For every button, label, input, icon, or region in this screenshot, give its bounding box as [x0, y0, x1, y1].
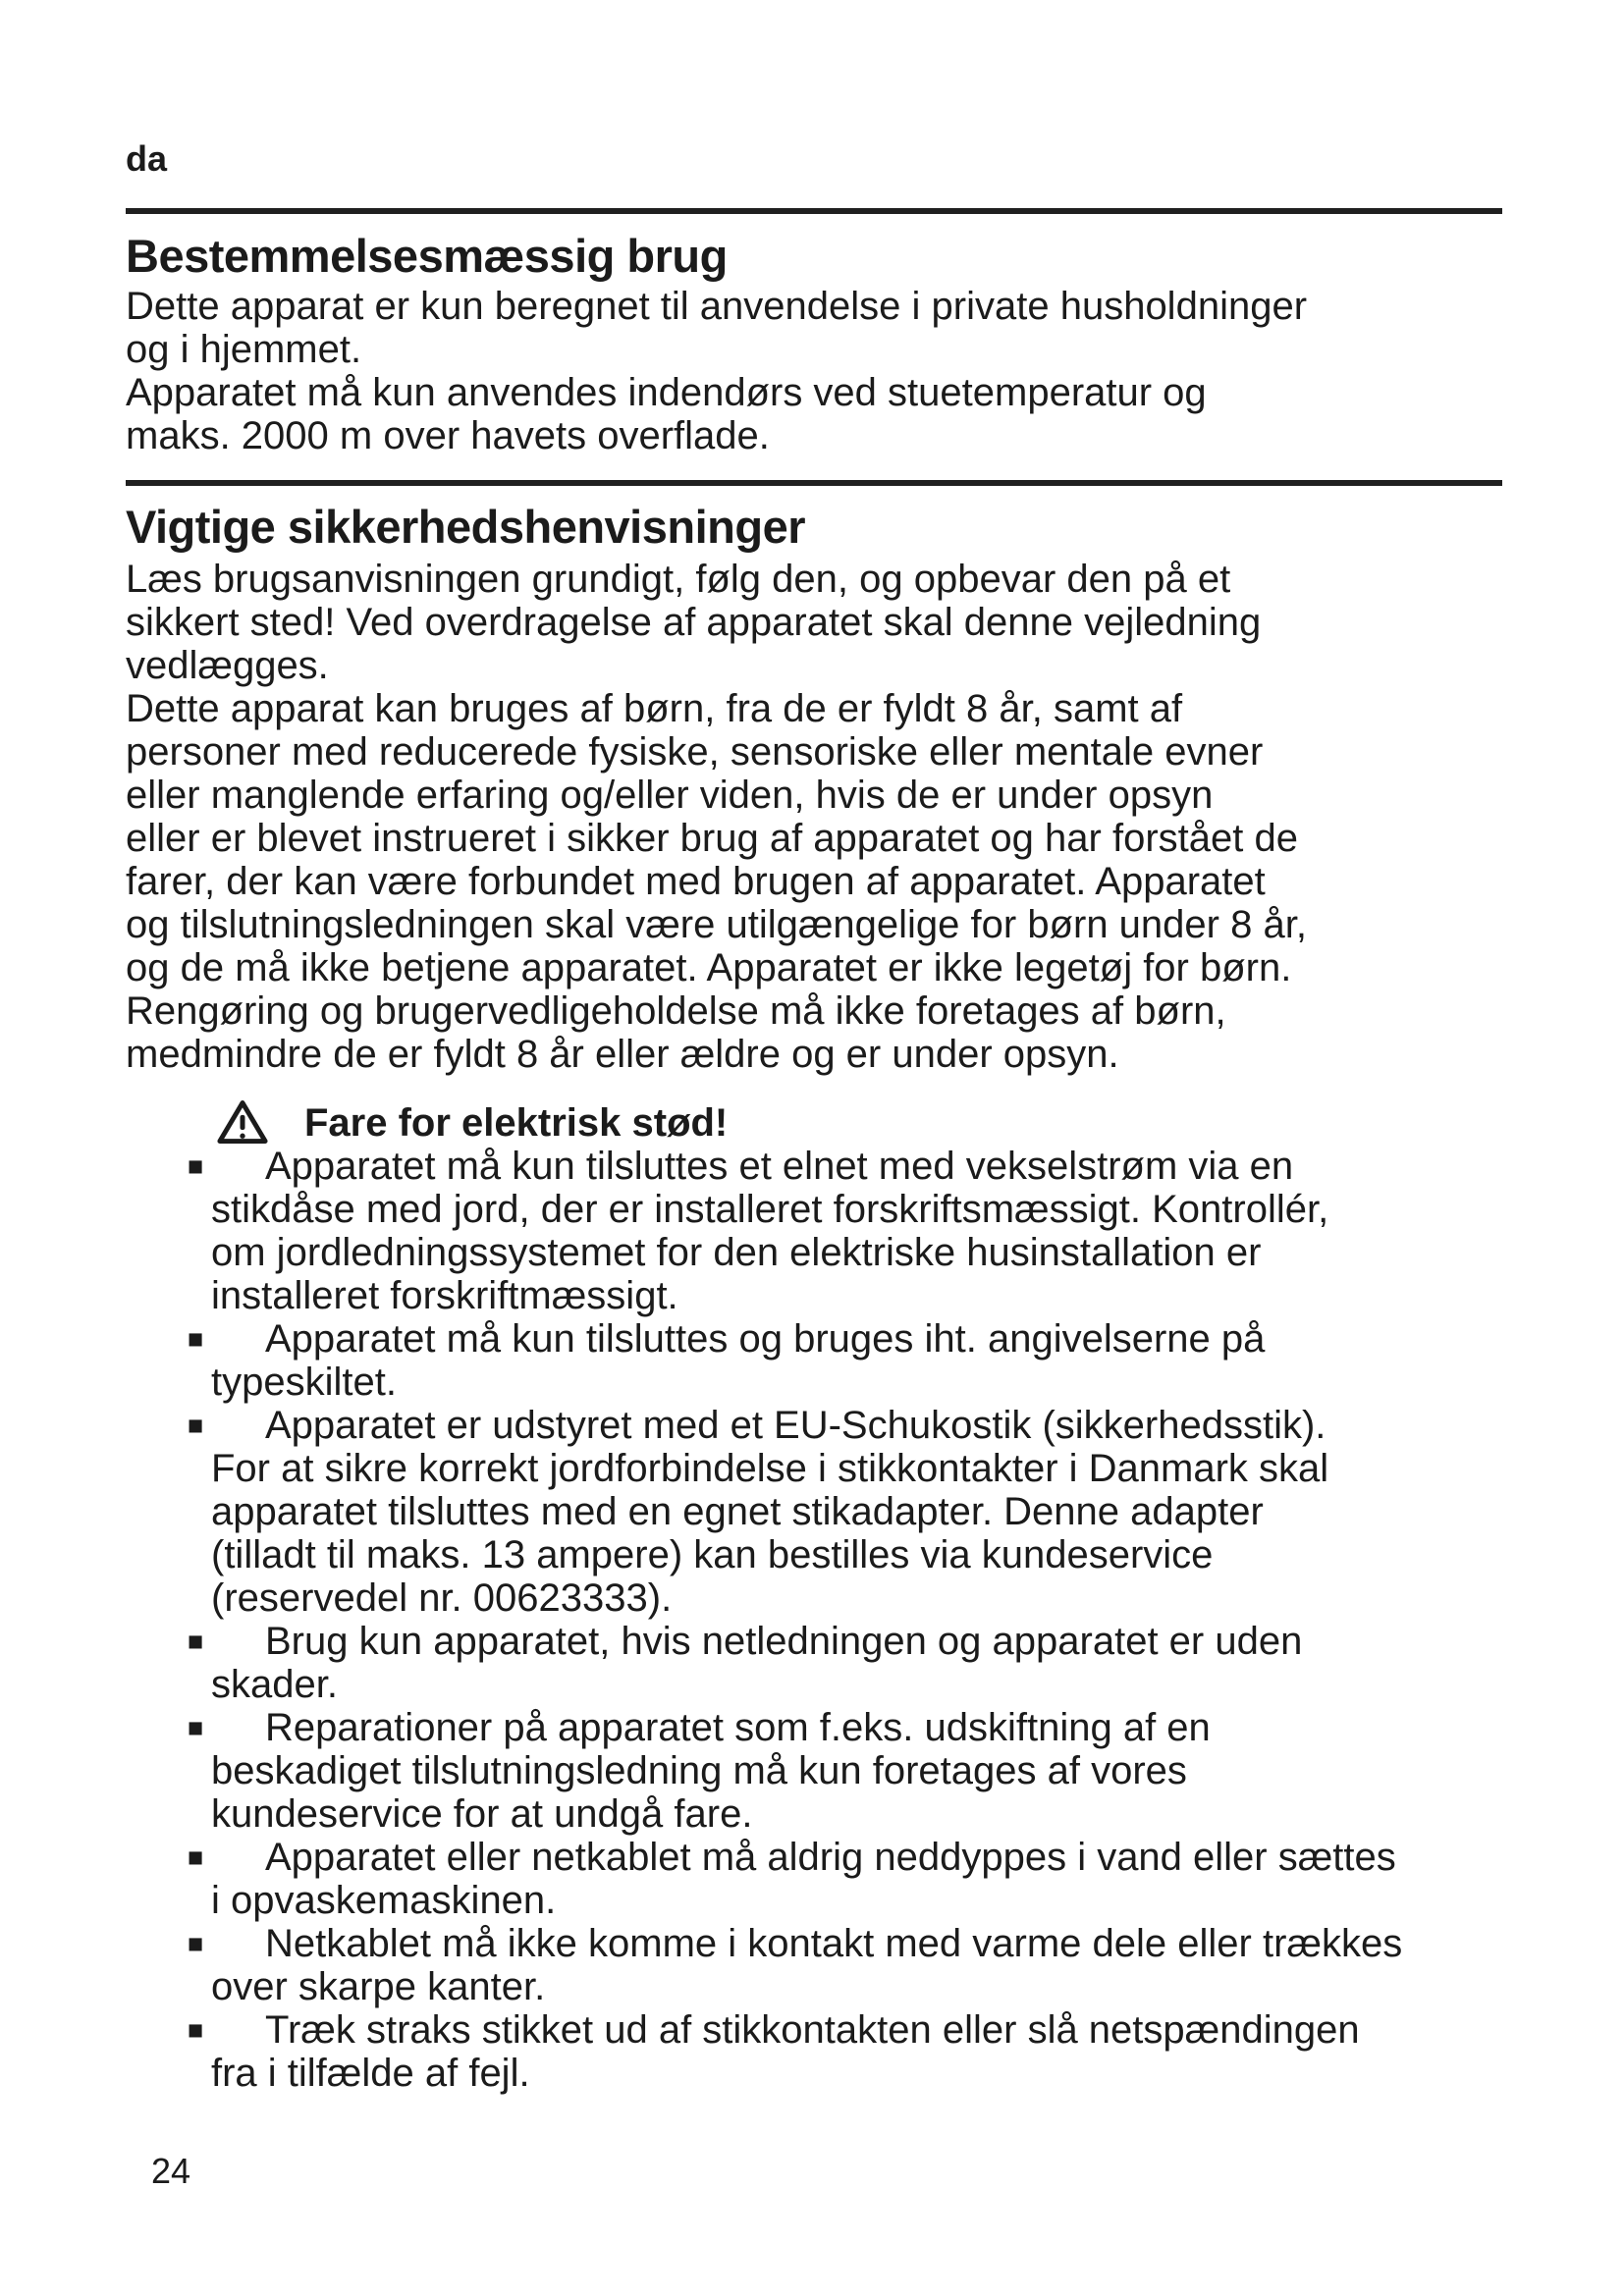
bullet-line: beskadiget tilslutningsledning må kun foretages af vores	[211, 1749, 1187, 1792]
bullet-line: Netkablet må ikke komme i kontakt med varme dele eller trækkes	[265, 1922, 1403, 1965]
body-line: og tilslutningsledningen skal være utilgængelige for børn under 8 år,	[126, 903, 1307, 946]
body-line: Læs brugsanvisningen grundigt, følg den, og opbevar den på et	[126, 558, 1231, 601]
bullet-line: i opvaskemaskinen.	[211, 1879, 557, 1922]
bullet-line: fra i tilfælde af fejl.	[211, 2052, 530, 2095]
section-title-intended-use: Bestemmelsesmæssig brug	[126, 230, 728, 282]
bullet-line: Apparatet er udstyret med et EU-Schukostik (sikkerhedsstik).	[265, 1404, 1326, 1447]
list-item	[126, 1922, 1502, 2008]
body-line: Rengøring og brugervedligeholdelse må ikke foretages af børn,	[126, 989, 1226, 1033]
list-item	[126, 2008, 1502, 2095]
body-line: maks. 2000 m over havets overflade.	[126, 414, 770, 457]
bullet-line: For at sikre korrekt jordforbindelse i stikkontakter i Danmark skal	[211, 1447, 1329, 1490]
body-line: og de må ikke betjene apparatet. Apparatet er ikke legetøj for børn.	[126, 946, 1292, 989]
page-content	[126, 137, 1502, 2193]
paragraph-safety-intro	[126, 558, 1502, 1076]
square-bullet-icon: ■	[188, 1929, 204, 1958]
body-line: Dette apparat kan bruges af børn, fra de er fyldt 8 år, samt af	[126, 687, 1183, 730]
list-item	[126, 1620, 1502, 1706]
list-item	[126, 1145, 1502, 1317]
square-bullet-icon: ■	[188, 1842, 204, 1872]
language-label: da	[126, 138, 168, 179]
bullet-line: apparatet tilsluttes med en egnet stikadapter. Denne adapter	[211, 1490, 1264, 1533]
bullet-line: Brug kun apparatet, hvis netledningen og apparatet er uden	[265, 1620, 1303, 1663]
bullet-line: Apparatet eller netkablet må aldrig neddyppes i vand eller sættes	[265, 1836, 1396, 1879]
square-bullet-icon: ■	[188, 1713, 204, 1742]
body-line: personer med reducerede fysiske, sensoriske eller mentale evner	[126, 730, 1264, 774]
paragraph-intended-use	[126, 285, 1502, 457]
bullet-line: kundeservice for at undgå fare.	[211, 1792, 753, 1836]
body-line: eller manglende erfaring og/eller viden, hvis de er under opsyn	[126, 774, 1214, 817]
section-title-safety: Vigtige sikkerhedshenvisninger	[126, 501, 805, 553]
list-item	[126, 1404, 1502, 1620]
bullet-line: typeskiltet.	[211, 1361, 397, 1404]
square-bullet-icon: ■	[188, 2015, 204, 2045]
square-bullet-icon: ■	[188, 1324, 204, 1354]
bullet-line: installeret forskriftmæssigt.	[211, 1274, 678, 1317]
bullet-line: over skarpe kanter.	[211, 1965, 546, 2008]
body-line: sikkert sted! Ved overdragelse af apparatet skal denne vejledning	[126, 601, 1262, 644]
body-line: medmindre de er fyldt 8 år eller ældre og er under opsyn.	[126, 1033, 1119, 1076]
section-divider	[126, 208, 1502, 214]
section-divider	[126, 480, 1502, 486]
bullet-line: Apparatet må kun tilsluttes og bruges iht. angivelserne på	[265, 1317, 1266, 1361]
safety-bullet-list	[126, 1145, 1502, 2095]
body-line: og i hjemmet.	[126, 328, 362, 371]
body-line: eller er blevet instrueret i sikker brug af apparatet og har forstået de	[126, 817, 1298, 860]
square-bullet-icon: ■	[188, 1411, 204, 1440]
bullet-line: Reparationer på apparatet som f.eks. udskiftning af en	[265, 1706, 1211, 1749]
page-number: 24	[151, 2151, 191, 2191]
warning-heading	[126, 1101, 1502, 1145]
body-line: vedlægges.	[126, 644, 329, 687]
list-item	[126, 1317, 1502, 1404]
bullet-line: skader.	[211, 1663, 338, 1706]
bullet-line: stikdåse med jord, der er installeret forskriftsmæssigt. Kontrollér,	[211, 1188, 1329, 1231]
bullet-line: (reservedel nr. 00623333).	[211, 1576, 673, 1620]
bullet-line: (tilladt til maks. 13 ampere) kan bestilles via kundeservice	[211, 1533, 1214, 1576]
square-bullet-icon: ■	[188, 1627, 204, 1656]
body-line: Apparatet må kun anvendes indendørs ved stuetemperatur og	[126, 371, 1207, 414]
bullet-line: Apparatet må kun tilsluttes et elnet med vekselstrøm via en	[265, 1145, 1294, 1188]
bullet-line: Træk straks stikket ud af stikkontakten eller slå netspændingen	[265, 2008, 1360, 2052]
warning-triangle-icon	[216, 1098, 269, 1146]
body-line: farer, der kan være forbundet med brugen af apparatet. Apparatet	[126, 860, 1266, 903]
bullet-line: om jordledningssystemet for den elektriske husinstallation er	[211, 1231, 1262, 1274]
list-item	[126, 1836, 1502, 1922]
square-bullet-icon: ■	[188, 1151, 204, 1181]
body-line: Dette apparat er kun beregnet til anvendelse i private husholdninger	[126, 285, 1308, 328]
list-item	[126, 1706, 1502, 1836]
warning-title: Fare for elektrisk stød!	[304, 1101, 729, 1145]
